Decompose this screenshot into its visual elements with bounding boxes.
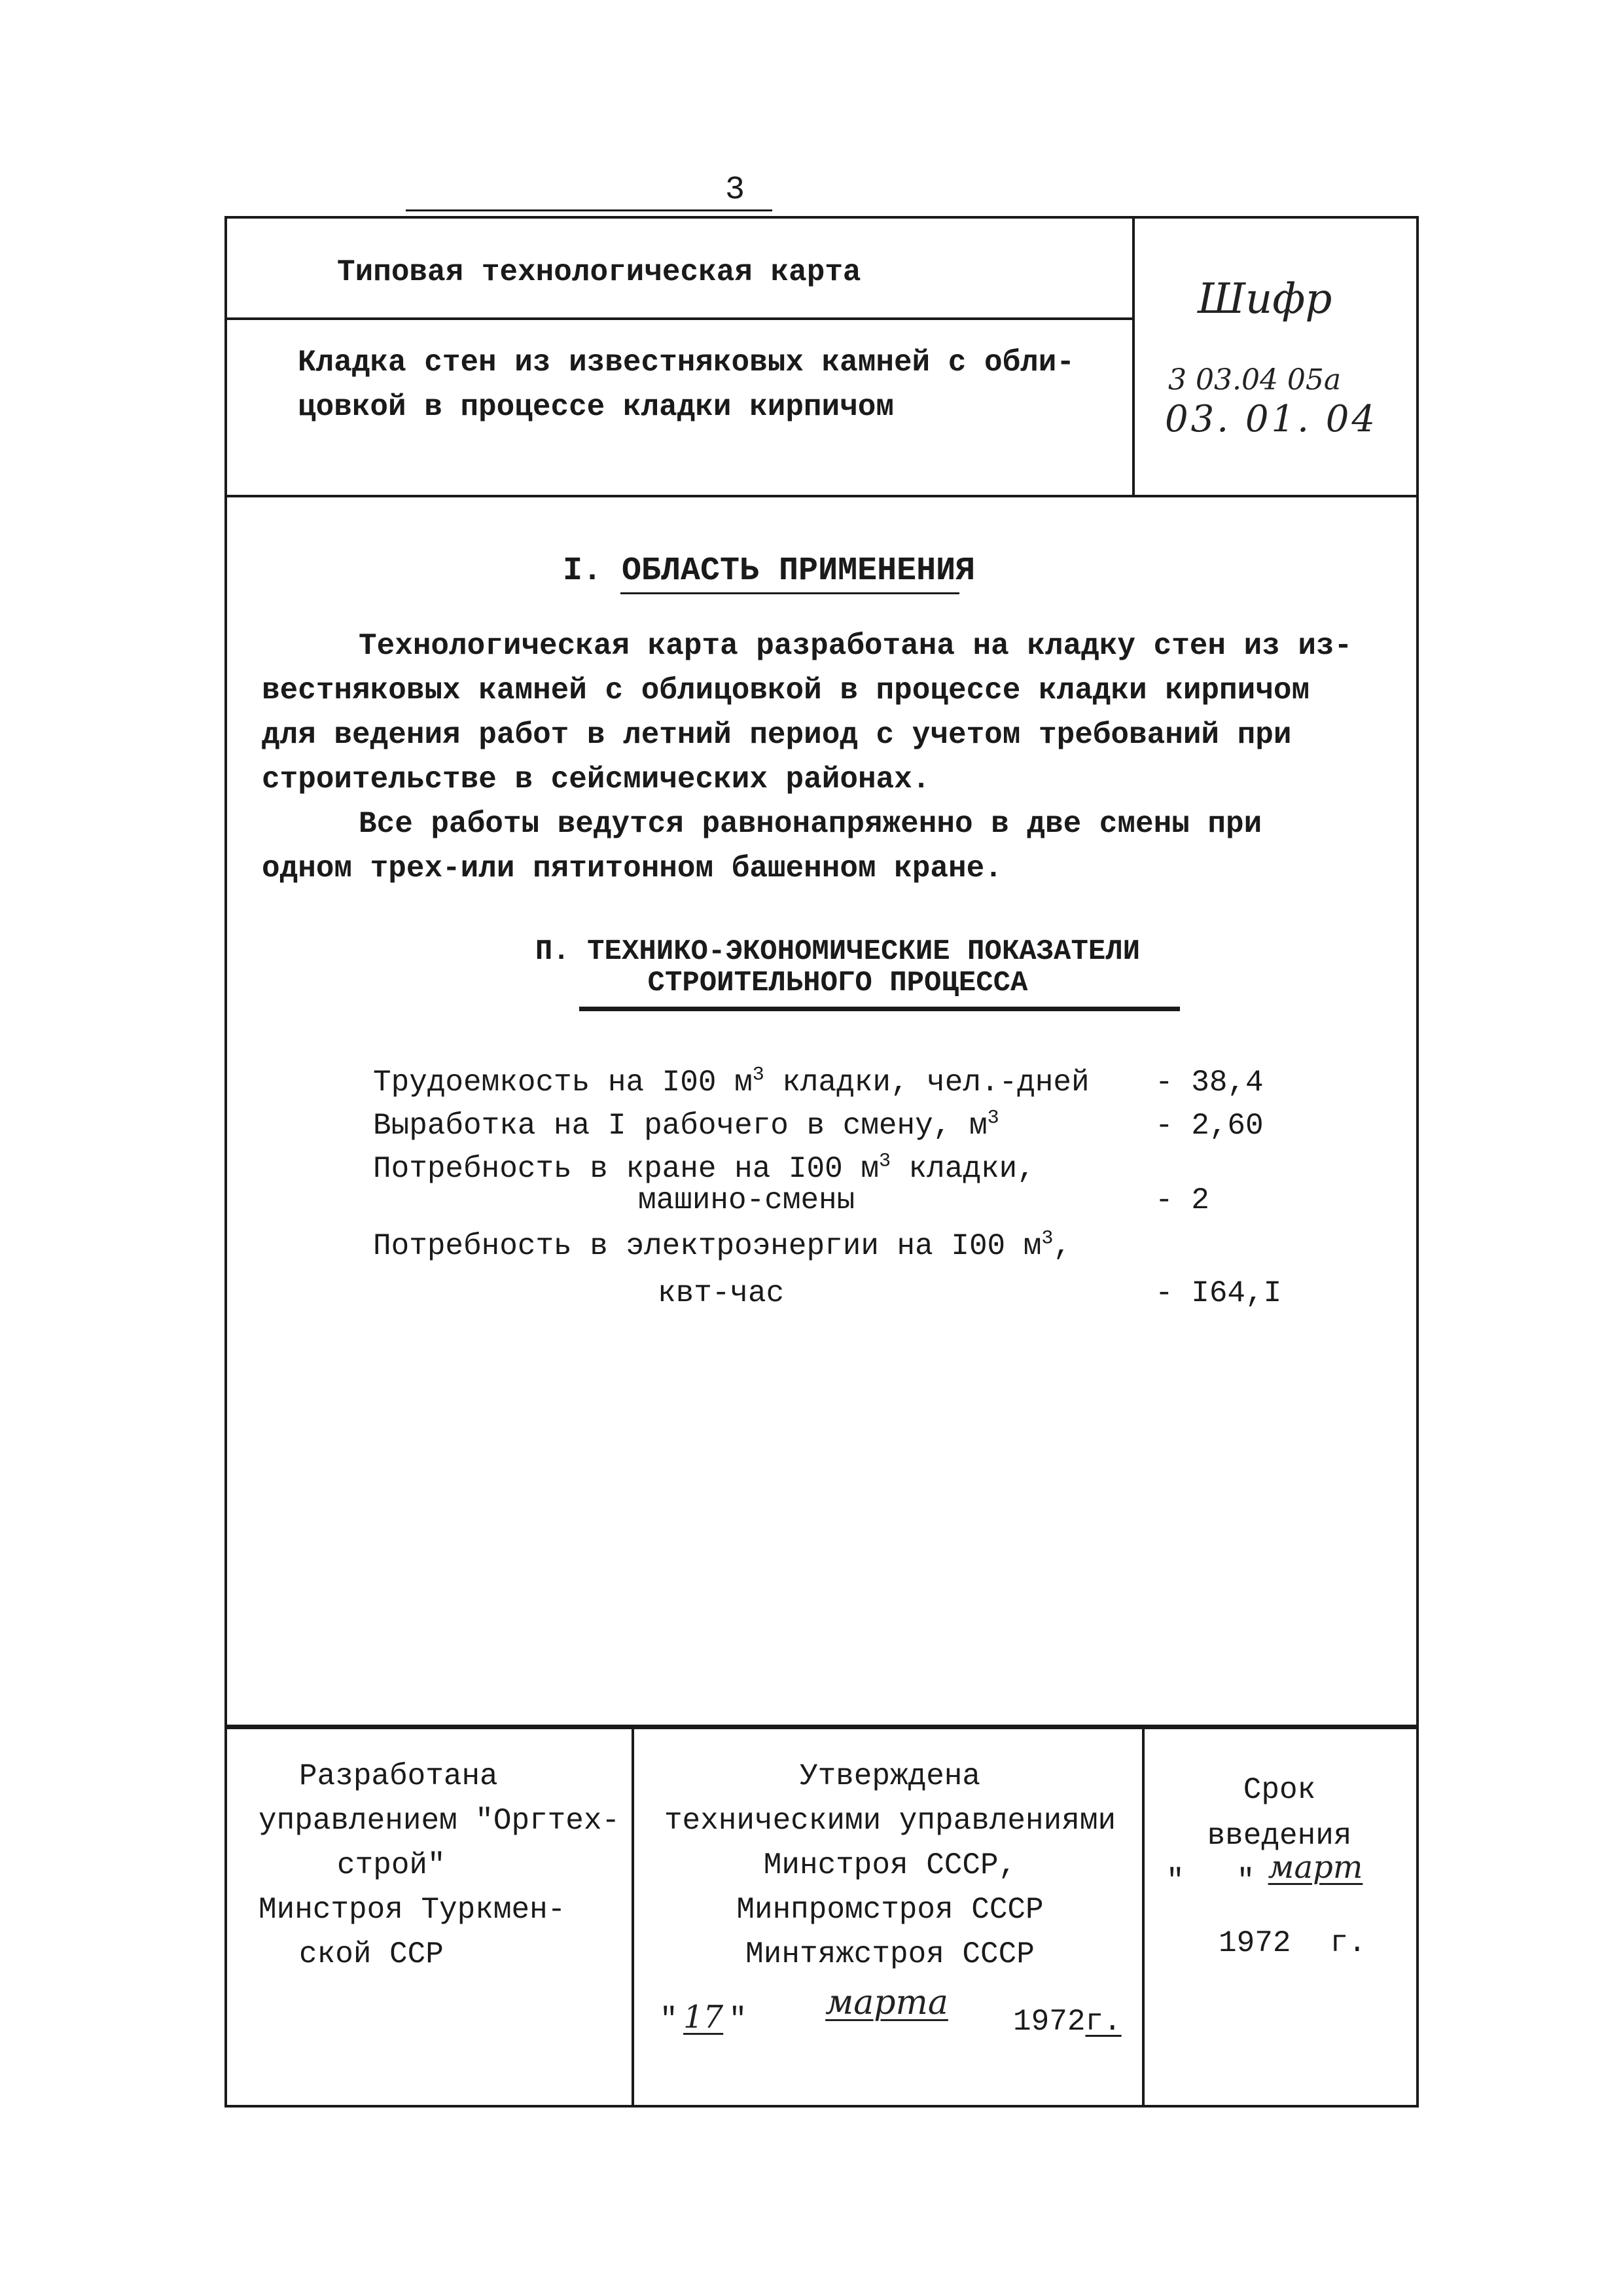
- indicator-sup: 3: [1041, 1227, 1054, 1250]
- indicator-row: [373, 1178, 1342, 1223]
- developed-block: [259, 1754, 638, 1977]
- indicator-sup: 3: [878, 1150, 891, 1173]
- card-title: [298, 340, 1075, 429]
- approved-year: 1972: [1013, 2005, 1086, 2039]
- code-line-2: 03. 01. 04: [1165, 398, 1378, 440]
- indicator-label: Потребность в электроэнергии на I00 м: [373, 1229, 1042, 1263]
- indicator-label: машино-смены: [638, 1183, 855, 1217]
- term-date-quotes: " ": [1166, 1864, 1255, 1898]
- section2-heading-line-2: СТРОИТЕЛЬНОГО ПРОЦЕССА: [647, 967, 1028, 999]
- section1-p1-line-3: для ведения работ в летний период с учетом требований при: [262, 718, 1292, 752]
- indicator-label-tail: кладки, чел.-дней: [764, 1066, 1090, 1100]
- indicator-sup: 3: [752, 1064, 764, 1086]
- section1-p2-line-2: одном трех-или пятитонном башенном кране.: [262, 852, 1003, 886]
- approved-line: Утверждена: [799, 1759, 981, 1793]
- page-number: 3: [725, 171, 745, 209]
- approved-line: Минстроя СССР,: [763, 1848, 1017, 1882]
- indicator-sup: 3: [987, 1107, 999, 1130]
- approved-day: 17: [683, 1999, 724, 2036]
- card-title-line-2: цовкой в процессе кладки кирпичом: [298, 390, 894, 424]
- term-line: Срок: [1243, 1773, 1316, 1807]
- indicator-row: [373, 1224, 1342, 1268]
- section1-p2-line-1: Все работы ведутся равнонапряженно в две смены при: [359, 807, 1262, 841]
- term-line: введения: [1207, 1819, 1352, 1853]
- indicator-label-tail: кладки,: [890, 1152, 1035, 1186]
- indicator-value: - I64,I: [1155, 1276, 1282, 1310]
- indicator-row: [373, 1060, 1342, 1105]
- card-title-line-1: Кладка стен из известняковых камней с обли-: [298, 346, 1075, 380]
- developed-line: управлением "Оргтех-: [259, 1804, 620, 1838]
- section1-p1-line-4: строительстве в сейсмических районах.: [262, 762, 931, 797]
- indicator-label: квт-час: [658, 1276, 785, 1310]
- header-divider: [1132, 216, 1135, 497]
- code-label: Шифр: [1198, 275, 1332, 323]
- approved-line: техническими управлениями: [664, 1804, 1116, 1838]
- term-block: [1155, 1767, 1404, 1859]
- section2-heading-underline: [579, 1007, 1180, 1011]
- card-type: Типовая технологическая карта: [337, 255, 861, 289]
- approved-line: Минтяжстроя СССР: [745, 1937, 1035, 1971]
- section1-paragraph-2: [262, 802, 1400, 891]
- indicator-list: [373, 1060, 1342, 1322]
- header-bottom-rule: [224, 495, 1419, 497]
- indicator-label: Трудоемкость на I00 м: [373, 1066, 753, 1100]
- header-title-rule: [224, 317, 1134, 320]
- term-month: март: [1268, 1849, 1363, 1886]
- indicator-row: [373, 1271, 1342, 1316]
- section1-heading-underline: [620, 592, 959, 594]
- indicator-value: - 2: [1155, 1183, 1209, 1217]
- section2-heading: [458, 936, 1217, 999]
- section2-heading-line-1: П. ТЕХНИКО-ЭКОНОМИЧЕСКИЕ ПОКАЗАТЕЛИ: [535, 935, 1141, 968]
- term-year: 1972: [1219, 1926, 1291, 1960]
- code-line-1: 3 03.04 05а: [1168, 363, 1342, 397]
- indicator-row: [373, 1103, 1342, 1148]
- section1-p1-line-1: Технологическая карта разработана на кладку стен из из-: [359, 629, 1353, 663]
- indicator-label-tail: ,: [1053, 1229, 1071, 1263]
- indicator-label: Потребность в кране на I00 м: [373, 1152, 879, 1186]
- indicator-value: - 38,4: [1155, 1066, 1264, 1100]
- section1-p1-line-2: вестняковых камней с облицовкой в процессе кладки кирпичом: [262, 673, 1310, 708]
- term-year-wrap: [1219, 1921, 1366, 1965]
- section1-paragraph-1: [262, 624, 1400, 802]
- page-number-rule: [406, 209, 772, 211]
- approved-year-suffix: г.: [1085, 2005, 1122, 2039]
- approved-month: марта: [825, 1983, 948, 2022]
- approved-date: " 17 ": [660, 1995, 747, 2042]
- approved-year-wrap: [1013, 2000, 1122, 2044]
- term-year-suffix: г.: [1330, 1926, 1366, 1960]
- developed-line: Разработана: [299, 1759, 498, 1793]
- approved-line: Минпромстроя СССР: [736, 1893, 1044, 1927]
- approved-block: [638, 1754, 1142, 1977]
- section1-heading: [563, 550, 975, 593]
- developed-line: Минстроя Туркмен-: [259, 1893, 566, 1927]
- developed-line: строй": [337, 1848, 446, 1882]
- indicator-value: - 2,60: [1155, 1109, 1264, 1143]
- developed-line: ской ССР: [299, 1937, 444, 1971]
- section1-heading-text: I. ОБЛАСТЬ ПРИМЕНЕНИЯ: [563, 552, 976, 590]
- indicator-label: Выработка на I рабочего в смену, м: [373, 1109, 988, 1143]
